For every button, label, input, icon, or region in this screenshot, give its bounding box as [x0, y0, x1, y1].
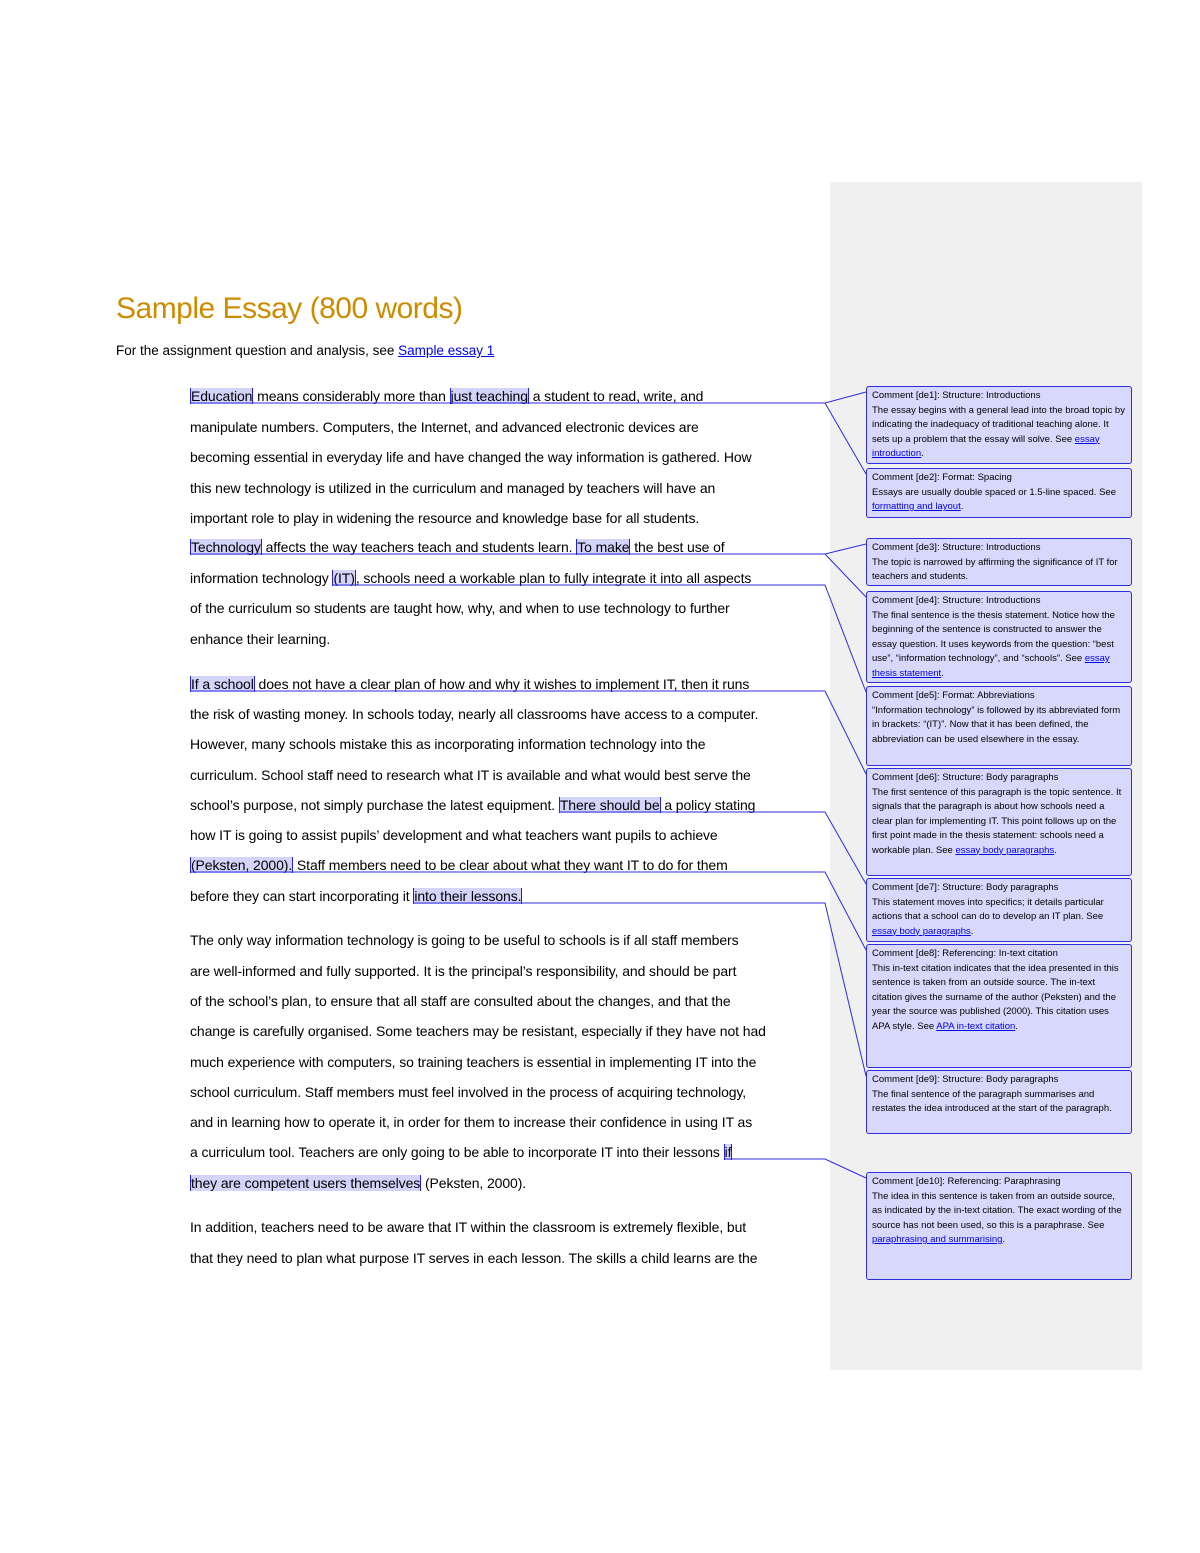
- essay-line: [190, 930, 739, 950]
- essay-line: [190, 1052, 756, 1072]
- essay-text: that they need to plan what purpose IT serves in each lesson. The skills a child learns are the: [190, 1250, 758, 1266]
- comment-heading: Comment [de6]: Structure: Body paragraphs: [872, 772, 1059, 783]
- essay-text: does not have a clear plan of how and why it wishes to implement IT, then it runs: [254, 676, 750, 692]
- comment-text: The final sentence of the paragraph summarises and restates the idea introduced at the start of the paragraph.: [872, 1088, 1112, 1114]
- essay-line: [190, 447, 752, 467]
- essay-text: and in learning how to operate it, in order for them to increase their confidence in using IT as: [190, 1114, 753, 1130]
- essay-line: [190, 478, 715, 498]
- essay-text: how IT is going to assist pupils’ development and what teachers want pupils to achieve: [190, 827, 718, 843]
- comment-heading: Comment [de5]: Format: Abbreviations: [872, 690, 1035, 701]
- comment-link[interactable]: APA in-text citation: [936, 1020, 1016, 1032]
- comment-link[interactable]: essay thesis statement: [872, 653, 1110, 679]
- essay-text: However, many schools mistake this as incorporating information technology into the: [190, 736, 706, 752]
- comment-text: “Information technology” is followed by its abbreviated form in brackets: “(IT)”. Now that it has been defined, the abbreviation can be used elsewhere in the essay.: [872, 704, 1121, 745]
- essay-text: important role to play in widening the resource and knowledge base for all students.: [190, 510, 700, 526]
- commented-text[interactable]: Technology: [191, 539, 261, 555]
- essay-line: [190, 765, 751, 785]
- essay-text: a policy stating: [660, 797, 756, 813]
- essay-text: a student to read, write, and: [528, 388, 704, 404]
- commented-text[interactable]: (IT): [333, 570, 355, 586]
- essay-line: [190, 1082, 746, 1102]
- essay-text: are well-informed and fully supported. It is the principal’s responsibility, and should be part: [190, 963, 737, 979]
- essay-text: of the curriculum so students are taught how, why, and when to use technology to further: [190, 600, 730, 616]
- essay-line: [190, 734, 705, 754]
- essay-text: information technology: [190, 570, 333, 586]
- comment-text: The first sentence of this paragraph is the topic sentence. It signals that the paragraph is about how schools need a clear plan for implementing IT. This point follows up on the first point made in the thesis statement: schools need a workable plan. See: [872, 786, 1122, 856]
- essay-line: [190, 598, 730, 618]
- comment-text: The topic is narrowed by affirming the significance of IT for teachers and students.: [872, 556, 1118, 582]
- document-title: Sample Essay (800 words): [116, 292, 463, 325]
- essay-line: [190, 795, 755, 815]
- essay-line: [190, 1173, 526, 1193]
- essay-text: a curriculum tool. Teachers are only going to be able to incorporate IT into their lessons: [190, 1144, 724, 1160]
- essay-text: much experience with computers, so training teachers is essential in implementing IT into the: [190, 1054, 757, 1070]
- essay-text: , schools need a workable plan to fully integrate it into all aspects: [355, 570, 752, 586]
- commented-text[interactable]: into their lessons.: [414, 888, 522, 904]
- essay-line: [190, 855, 728, 875]
- comment-box[interactable]: [866, 686, 1132, 766]
- comment-text-end: .: [941, 667, 944, 679]
- essay-text: curriculum. School staff need to research what IT is available and what would best serve the: [190, 767, 751, 783]
- comment-heading: Comment [de10]: Referencing: Paraphrasing: [872, 1176, 1061, 1187]
- comment-box[interactable]: [866, 1172, 1132, 1280]
- essay-line: [190, 568, 751, 588]
- commented-text[interactable]: There should be: [559, 797, 660, 813]
- comment-heading: Comment [de7]: Structure: Body paragraphs: [872, 882, 1059, 893]
- comment-text: The idea in this sentence is taken from an outside source, as indicated by the in-text citation. The exact wording of the source has not been used, so this is a paraphrase. See: [872, 1190, 1122, 1231]
- essay-line: [190, 1112, 752, 1132]
- comment-leader-line: [413, 903, 866, 1076]
- comment-link[interactable]: essay body paragraphs: [955, 844, 1055, 856]
- comment-text-end: .: [970, 925, 974, 937]
- essay-text: In addition, teachers need to be aware that IT within the classroom is extremely flexible, but: [190, 1219, 747, 1235]
- essay-line: [190, 1142, 732, 1162]
- comment-link[interactable]: paraphrasing and summarising: [872, 1234, 1003, 1245]
- essay-text: The only way information technology is going to be useful to schools is if all staff members: [190, 932, 739, 948]
- comment-link[interactable]: formatting and layout: [872, 501, 961, 512]
- essay-text: before they can start incorporating it: [190, 888, 414, 904]
- essay-line: [190, 991, 731, 1011]
- commented-text[interactable]: (Peksten, 2000).: [191, 857, 293, 873]
- essay-text: the risk of wasting money. In schools today, nearly all classrooms have access to a computer.: [190, 706, 759, 722]
- comment-heading: Comment [de1]: Structure: Introductions: [872, 390, 1041, 401]
- essay-line: [190, 629, 330, 649]
- essay-text: of the school’s plan, to ensure that all staff are consulted about the changes, and that the: [190, 993, 731, 1009]
- commented-text[interactable]: Education: [191, 388, 253, 404]
- essay-line: [190, 674, 749, 694]
- essay-line: [190, 961, 736, 981]
- comment-box[interactable]: [866, 768, 1132, 876]
- essay-line: [190, 417, 699, 437]
- comment-box[interactable]: [866, 386, 1132, 464]
- comment-link[interactable]: essay body paragraphs: [872, 925, 971, 937]
- comment-box[interactable]: [866, 538, 1132, 586]
- comment-heading: Comment [de4]: Structure: Introductions: [872, 595, 1041, 606]
- comment-heading: Comment [de9]: Structure: Body paragraphs: [872, 1074, 1059, 1085]
- essay-line: [190, 704, 758, 724]
- comment-text: The essay begins with a general lead into the broad topic by indicating the inadequacy of traditional teaching alone. It sets up a problem that the essay will solve. See: [872, 404, 1125, 445]
- subtitle-text: For the assignment question and analysis, see: [116, 343, 399, 358]
- essay-line: [190, 886, 522, 906]
- essay-line: [190, 1248, 757, 1268]
- essay-text: enhance their learning.: [190, 631, 331, 647]
- essay-text: the best use of: [630, 539, 725, 555]
- comment-text: Essays are usually double spaced or 1.5-line spaced. See: [872, 486, 1116, 498]
- essay-text: this new technology is utilized in the curriculum and managed by teachers will have an: [190, 480, 716, 496]
- comment-text: The final sentence is the thesis statement. Notice how the beginning of the sentence is constructed to answer the essay question. It uses keywords from the question: “best use”, “information technology”, and “schools”. See: [872, 609, 1115, 664]
- essay-text: means considerably more than: [253, 388, 450, 404]
- comment-text-end: .: [960, 501, 964, 512]
- essay-text: school curriculum. Staff members must feel involved in the process of acquiring technology,: [190, 1084, 747, 1100]
- comment-box[interactable]: [866, 878, 1132, 942]
- comment-text-end: .: [1015, 1020, 1018, 1032]
- essay-line: [190, 1021, 766, 1041]
- commented-text[interactable]: if: [724, 1144, 732, 1160]
- comment-text-end: .: [1002, 1234, 1006, 1245]
- essay-text: (Peksten, 2000).: [421, 1175, 527, 1191]
- essay-text: manipulate numbers. Computers, the Internet, and advanced electronic devices are: [190, 419, 699, 435]
- comment-heading: Comment [de8]: Referencing: In-text citation: [872, 948, 1058, 959]
- essay-text: school’s purpose, not simply purchase the latest equipment.: [190, 797, 559, 813]
- comment-box[interactable]: [866, 591, 1132, 683]
- comment-heading: Comment [de3]: Structure: Introductions: [872, 542, 1041, 553]
- document-subtitle: [116, 343, 494, 358]
- comment-link[interactable]: essay introduction: [872, 433, 1100, 459]
- essay-line: [190, 508, 699, 528]
- essay-text: becoming essential in everyday life and have changed the way information is gathered. How: [190, 449, 752, 465]
- essay-text: affects the way teachers teach and students learn.: [261, 539, 577, 555]
- comment-box[interactable]: [866, 468, 1132, 518]
- commented-text[interactable]: just teaching: [450, 388, 528, 404]
- essay-text: change is carefully organised. Some teachers may be resistant, especially if they have not had: [190, 1023, 766, 1039]
- commented-text[interactable]: they are competent users themselves: [191, 1175, 421, 1191]
- comment-text: This in-text citation indicates that the idea presented in this sentence is taken from an outside source. The in-text citation gives the surname of the author (Peksten) and the year the source was published (2000). This citation uses APA style. See: [872, 962, 1119, 1032]
- sample-essay-link[interactable]: Sample essay 1: [398, 343, 495, 358]
- comment-heading: Comment [de2]: Format: Spacing: [872, 472, 1012, 483]
- commented-text[interactable]: If a school: [191, 676, 254, 692]
- commented-text[interactable]: To make: [577, 539, 630, 555]
- comment-text-end: .: [1054, 844, 1057, 856]
- comment-box[interactable]: [866, 1070, 1132, 1134]
- essay-line: [190, 1217, 746, 1237]
- comment-box[interactable]: [866, 944, 1132, 1068]
- essay-text: Staff members need to be clear about what they want IT to do for them: [293, 857, 728, 873]
- essay-line: [190, 537, 725, 557]
- essay-line: [190, 386, 703, 406]
- essay-line: [190, 825, 718, 845]
- comment-text: This statement moves into specifics; it details particular actions that a school can do to develop an IT plan. See: [872, 896, 1104, 922]
- comment-text-end: .: [921, 448, 924, 459]
